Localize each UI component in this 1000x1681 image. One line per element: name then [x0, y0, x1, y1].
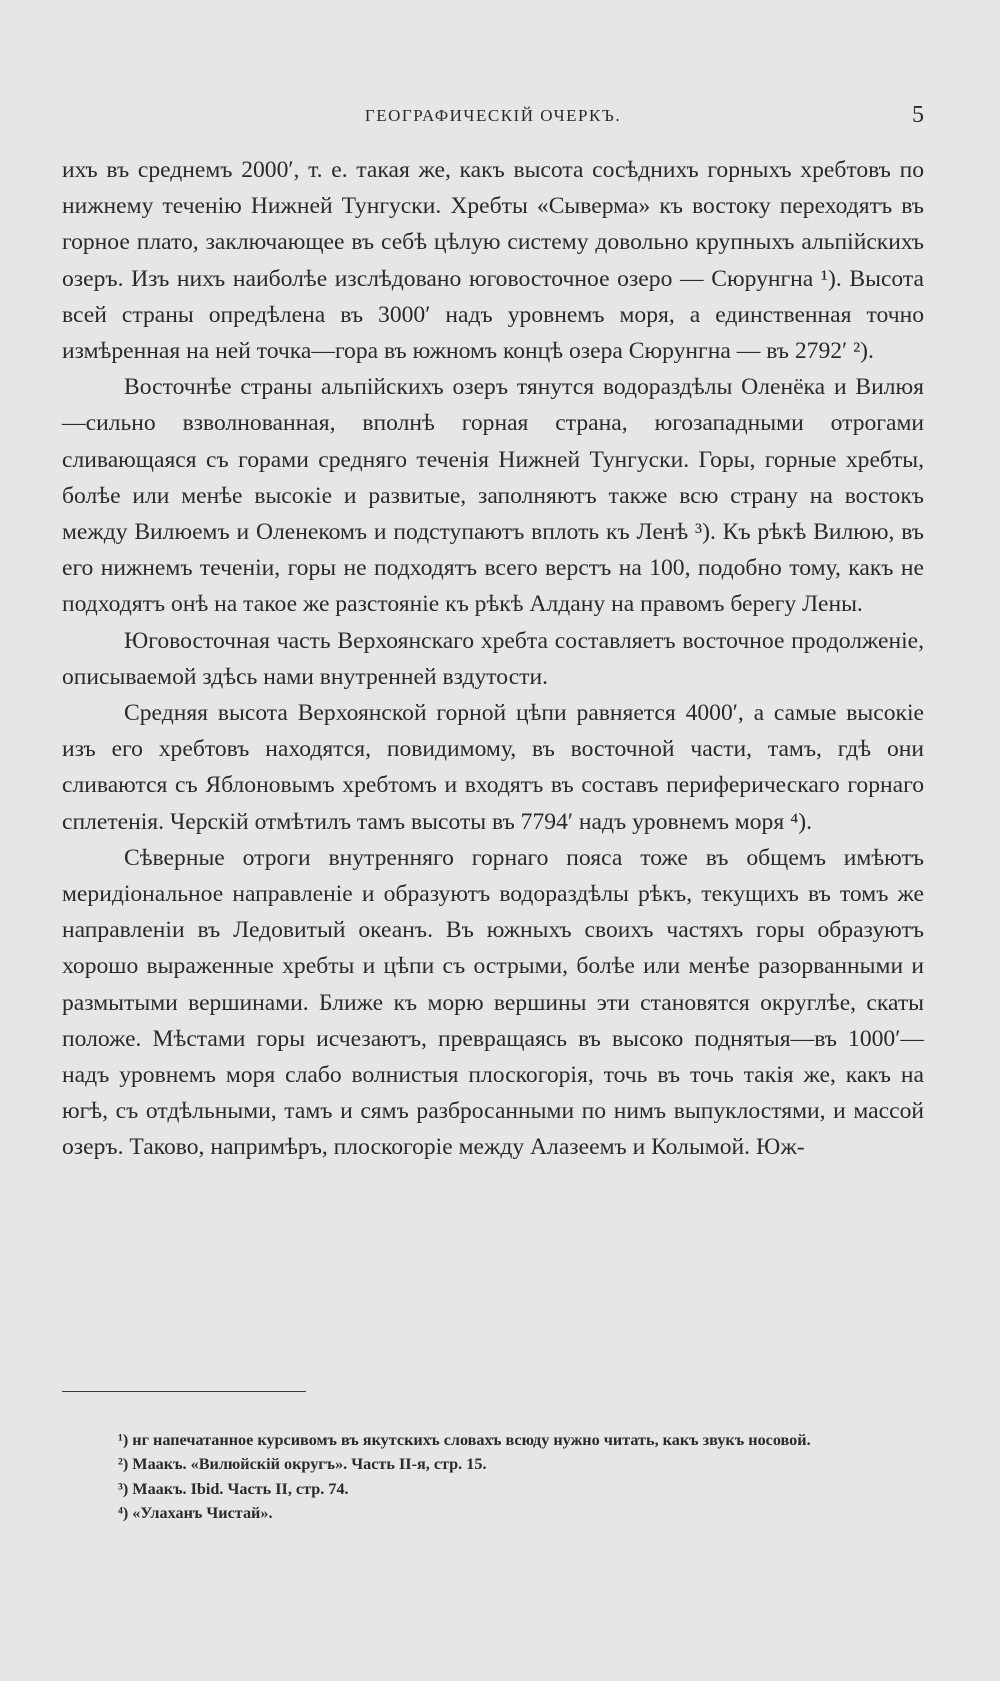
footnote: ⁴) «Улаханъ Чистай». — [118, 1504, 273, 1523]
page-number: 5 — [912, 102, 924, 128]
footnote: ³) Маакъ. Ibid. Часть II, стр. 74. — [118, 1479, 349, 1498]
footnotes — [62, 1428, 924, 1526]
body-text — [62, 152, 924, 1166]
paragraph: Юговосточная часть Верхоянскаго хребта составляетъ восточное продолженіе, описываемой здѣсь нами внутренней вздутости. — [62, 627, 924, 690]
running-head — [62, 102, 924, 132]
paragraph: ихъ въ среднемъ 2000′, т. е. такая же, какъ высота сосѣднихъ горныхъ хребтовъ по нижнему теченію Нижней Тунгуски. Хребты «Сыверма» къ востоку переходятъ въ горное плато, заключающее въ себѣ цѣлую систему довольно крупныхъ альпійскихъ озеръ. Изъ нихъ наиболѣе изслѣдовано юговосточное озеро — Сюрунгна ¹). Высота всей страны опредѣлена въ 3000′ надъ уровнемъ моря, а единственная точно измѣренная на ней точка—гора въ южномъ концѣ озера Сюрунгна — въ 2792′ ²). — [62, 157, 924, 365]
paragraph: Средняя высота Верхоянской горной цѣпи равняется 4000′, а самые высокіе изъ его хребтовъ находятся, повидимому, въ восточной части, тамъ, гдѣ они сливаются съ Яблоновымъ хребтомъ и входятъ въ составъ периферическаго горнаго сплетенія. Черскій отмѣтилъ тамъ высоты въ 7794′ надъ уровнемъ моря ⁴). — [62, 700, 924, 835]
paragraph: Сѣверные отроги внутренняго горнаго пояса тоже въ общемъ имѣютъ меридіональное направленіе и образуютъ водораздѣлы рѣкъ, текущихъ въ томъ же направленіи въ Ледовитый океанъ. Въ южныхъ своихъ частяхъ горы образуютъ хорошо выраженные хребты и цѣпи съ острыми, болѣе или менѣе разорванными и размытыми вершинами. Ближе къ морю вершины эти становятся округлѣе, скаты положе. Мѣстами горы исчезаютъ, превращаясь въ высоко поднятыя—въ 1000′—надъ уровнемъ моря слабо волнистыя плоскогорія, точь въ точь такія же, какъ на югѣ, съ отдѣльными, тамъ и сямъ разбросанными по нимъ выпуклостями, и массой озеръ. Таково, напримѣръ, плоскогоріе между Алазеемъ и Колымой. Юж- — [62, 844, 924, 1161]
footnote: ¹) нг напечатанное курсивомъ въ якутскихъ словахъ всюду нужно читать, какъ звукъ носовой. — [118, 1431, 811, 1449]
footnote: ²) Маакъ. «Вилюйскій округъ». Часть II-я, стр. 15. — [118, 1455, 487, 1474]
running-title: ГЕОГРАФИЧЕСКІЙ ОЧЕРКЪ. — [364, 106, 622, 125]
paragraph: Восточнѣе страны альпійскихъ озеръ тянутся водораздѣлы Оленёка и Вилюя—сильно взволнованная, вполнѣ горная страна, югозападными отрогами сливающаяся съ горами средняго теченія Нижней Тунгуски. Горы, горные хребты, болѣе или менѣе высокіе и развитые, заполняютъ также всю страну на востокъ между Вилюемъ и Оленекомъ и подступаютъ вплоть къ Ленѣ ³). Къ рѣкѣ Вилюю, въ его нижнемъ теченіи, горы не подходятъ всего верстъ на 100, подобно тому, какъ не подходятъ онѣ на такое же разстояніе къ рѣкѣ Алдану на правомъ берегу Лены. — [62, 374, 924, 618]
footnote-rule — [62, 1391, 306, 1392]
